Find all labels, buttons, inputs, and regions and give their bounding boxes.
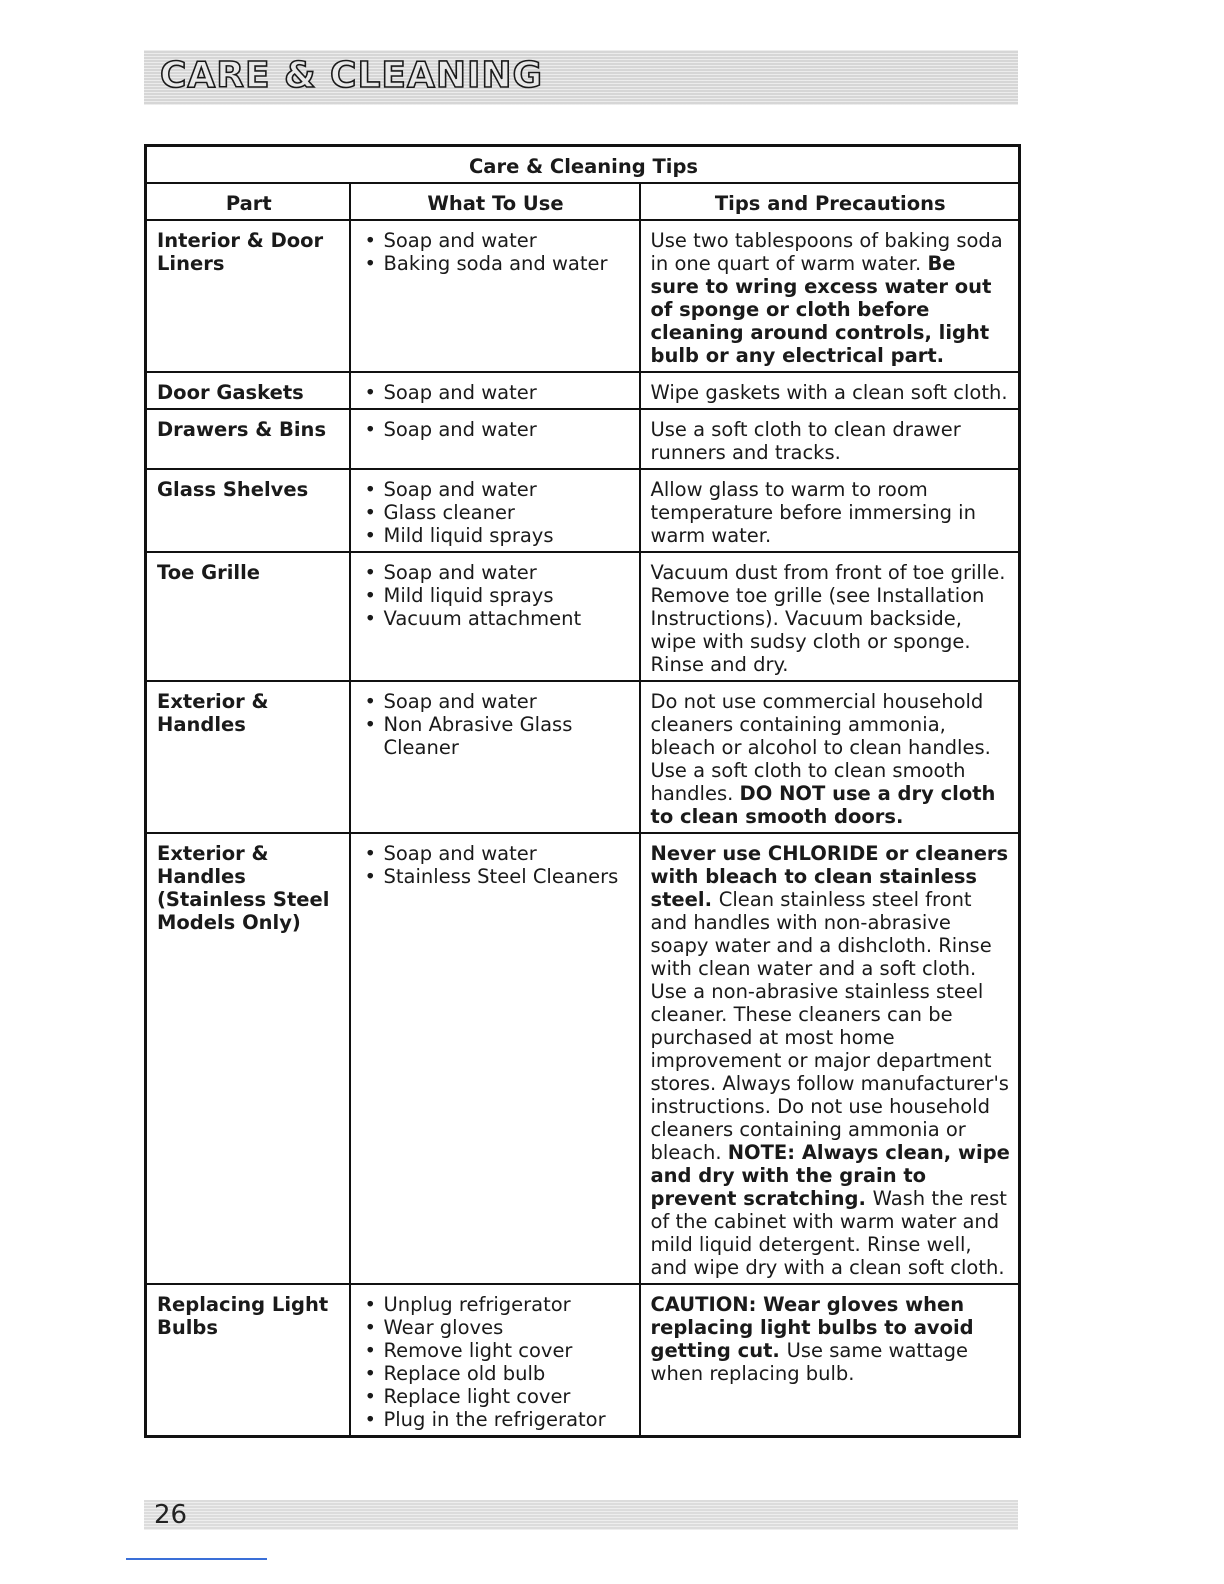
what-to-use-list [361,381,631,404]
list-item: • Unplug refrigerator [361,1293,631,1316]
tips-cell [640,409,1020,469]
tip-text: Allow glass to warm to room temperature before immersing in warm water. [650,478,976,547]
tips-paragraph [651,1293,1011,1385]
column-header-what-to-use: What To Use [350,183,640,220]
list-item: • Replace old bulb [361,1362,631,1385]
tips-paragraph [651,381,1011,404]
what-to-use-cell [350,552,640,681]
what-to-use-list [361,1293,631,1431]
page-number: 26 [154,1500,188,1530]
part-cell: Drawers & Bins [146,409,350,469]
column-header-tips: Tips and Precautions [640,183,1020,220]
tips-cell [640,372,1020,409]
table-row [146,1284,1020,1437]
what-to-use-cell [350,833,640,1284]
section-header-bar [144,50,1018,105]
part-cell: Exterior & Handles (Stainless Steel Models Only) [146,833,350,1284]
list-item: • Soap and water [361,478,631,501]
tips-paragraph [651,478,1011,547]
column-header-part: Part [146,183,350,220]
tip-text: Wash the rest of the cabinet with warm water and mild liquid detergent. Rinse well, and wipe dry with a clean soft cloth. [650,1187,1007,1279]
list-item: • Remove light cover [361,1339,631,1362]
tips-paragraph [651,842,1011,1279]
list-item: • Soap and water [361,381,631,404]
what-to-use-list [361,561,631,630]
what-to-use-cell [350,372,640,409]
table-row [146,833,1020,1284]
page-footer-bar [144,1500,1018,1530]
tip-text: Use same wattage when replacing bulb. [650,1339,969,1385]
what-to-use-cell [350,681,640,833]
tips-paragraph [651,418,1011,464]
what-to-use-cell [350,469,640,552]
what-to-use-list [361,229,631,275]
tip-emphasis-text: CAUTION: Wear gloves when replacing light bulbs to avoid getting cut. [650,1293,974,1362]
what-to-use-cell [350,1284,640,1437]
part-cell: Interior & Door Liners [146,220,350,372]
list-item: • Soap and water [361,561,631,584]
what-to-use-list [361,478,631,547]
part-cell: Door Gaskets [146,372,350,409]
what-to-use-list [361,418,631,441]
tips-cell [640,833,1020,1284]
table-row [146,552,1020,681]
tip-emphasis-text: Never use CHLORIDE or cleaners with bleach to clean stainless steel. [650,842,1009,911]
list-item: • Mild liquid sprays [361,584,631,607]
part-cell: Exterior & Handles [146,681,350,833]
table-row [146,681,1020,833]
list-item: • Non Abrasive Glass Cleaner [361,713,631,759]
list-item: • Vacuum attachment [361,607,631,630]
list-item: • Soap and water [361,418,631,441]
list-item: • Wear gloves [361,1316,631,1339]
table-caption: Care & Cleaning Tips [146,146,1020,184]
section-title: CARE & CLEANING [160,55,544,96]
tip-emphasis-text: NOTE: Always clean, wipe and dry with the grain to prevent scratching. [650,1141,1010,1210]
tip-emphasis-text: DO NOT use a dry cloth to clean smooth doors. [650,782,996,828]
table-row [146,409,1020,469]
tips-cell [640,681,1020,833]
table-row [146,220,1020,372]
tips-cell [640,1284,1020,1437]
list-item: • Glass cleaner [361,501,631,524]
table-body [146,220,1020,1437]
part-cell: Glass Shelves [146,469,350,552]
list-item: • Plug in the refrigerator [361,1408,631,1431]
list-item: • Soap and water [361,690,631,713]
care-cleaning-table [144,144,1021,1438]
what-to-use-cell [350,220,640,372]
tips-cell [640,220,1020,372]
tip-text: Clean stainless steel front and handles with non-abrasive soapy water and a dishcloth. Rinse with clean water and a soft cloth. Use a non-abrasive stainless steel cleaner. These cleaners can be purchased at most home improvement or major department stores. Always follow manufacturer's instructions. Do not use household cleaners containing ammonia or bleach. [650,888,1009,1164]
what-to-use-list [361,842,631,888]
list-item: • Mild liquid sprays [361,524,631,547]
what-to-use-list [361,690,631,759]
what-to-use-cell [350,409,640,469]
decorative-underline [126,1558,267,1560]
list-item: • Stainless Steel Cleaners [361,865,631,888]
tip-emphasis-text: Be sure to wring excess water out of sponge or cloth before cleaning around controls, light bulb or any electrical part. [650,252,992,367]
tips-paragraph [651,229,1011,367]
part-cell: Replacing Light Bulbs [146,1284,350,1437]
part-cell: Toe Grille [146,552,350,681]
list-item: • Replace light cover [361,1385,631,1408]
tips-paragraph [651,561,1011,676]
tips-cell [640,469,1020,552]
table-row [146,469,1020,552]
list-item: • Baking soda and water [361,252,631,275]
tips-cell [640,552,1020,681]
tip-text: Use two tablespoons of baking soda in one quart of warm water. [650,229,1003,275]
list-item: • Soap and water [361,229,631,252]
table-row [146,372,1020,409]
tip-text: Do not use commercial household cleaners containing ammonia, bleach or alcohol to clean handles. Use a soft cloth to clean smooth handles. [650,690,991,805]
list-item: • Soap and water [361,842,631,865]
tip-text: Vacuum dust from front of toe grille. Remove toe grille (see Installation Instructions). Vacuum backside, wipe with sudsy cloth or sponge. Rinse and dry. [650,561,1006,676]
tip-text: Use a soft cloth to clean drawer runners and tracks. [650,418,961,464]
tips-paragraph [651,690,1011,828]
tip-text: Wipe gaskets with a clean soft cloth. [650,381,1008,404]
